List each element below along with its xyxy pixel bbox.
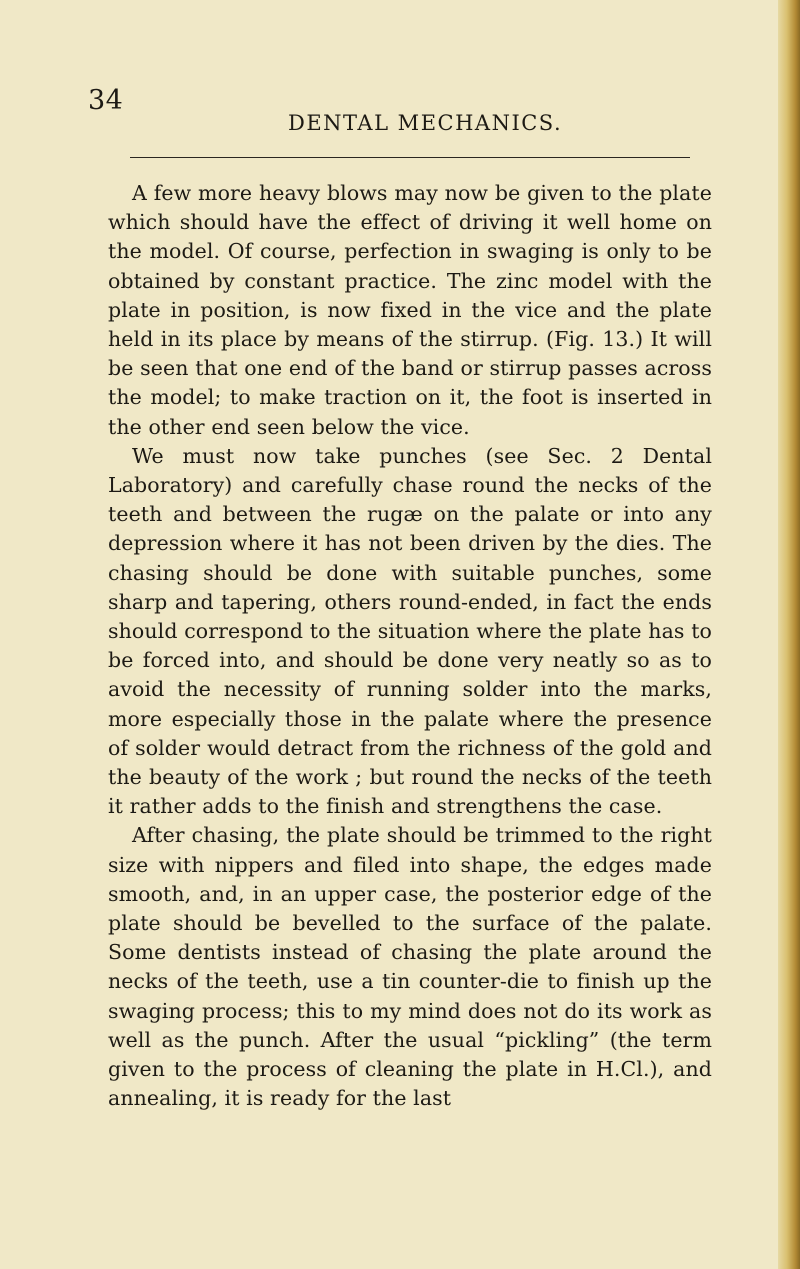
paragraph-trimming: After chasing, the plate should be trimmed to the right size with nippers and filed into shape, the edges made smooth, and, in an upper case, the posterior edge of the plate should be bevelled to the surface of the palate. Some dentists instead of chasing the plate around the necks of the teeth, use a tin counter-die to finish up the swaging process; this to my mind does not do its work as well as the punch. After the usual “pickling” (the term given to the process of cleaning the plate in H.Cl.), and annealing, it is ready for the last — [108, 823, 712, 1111]
body-text — [108, 179, 712, 1114]
page-edge — [778, 0, 800, 1269]
paragraph-swaging: A few more heavy blows may now be given to the plate which should have the effect of driving it well home on the model. Of course, perfection in swaging is only to be obtained by constant practice. The zinc model with the plate in position, is now fixed in the vice and the plate held in its place by means of the stirrup. (Fig. 13.) It will be seen that one end of the band or stirrup passes across the model; to make traction on it, the foot is inserted in the other end seen below the vice. — [108, 181, 712, 439]
running-title: DENTAL MECHANICS. — [288, 111, 563, 135]
paragraph-chasing: We must now take punches (see Sec. 2 Dental Laboratory) and carefully chase round the necks of the teeth and between the rugæ on the palate or into any depression where it has not been driven by the dies. The chasing should be done with suitable punches, some sharp and tapering, others round-ended, in fact the ends should correspond to the situation where the plate has to be forced into, and should be done very neatly so as to avoid the necessity of running solder into the marks, more especially those in the palate where the presence of solder would detract from the richness of the gold and the beauty of the work ; but round the necks of the teeth it rather adds to the finish and strengthens the case. — [108, 443, 712, 819]
header-rule — [130, 157, 690, 158]
page-number: 34 — [88, 85, 124, 116]
